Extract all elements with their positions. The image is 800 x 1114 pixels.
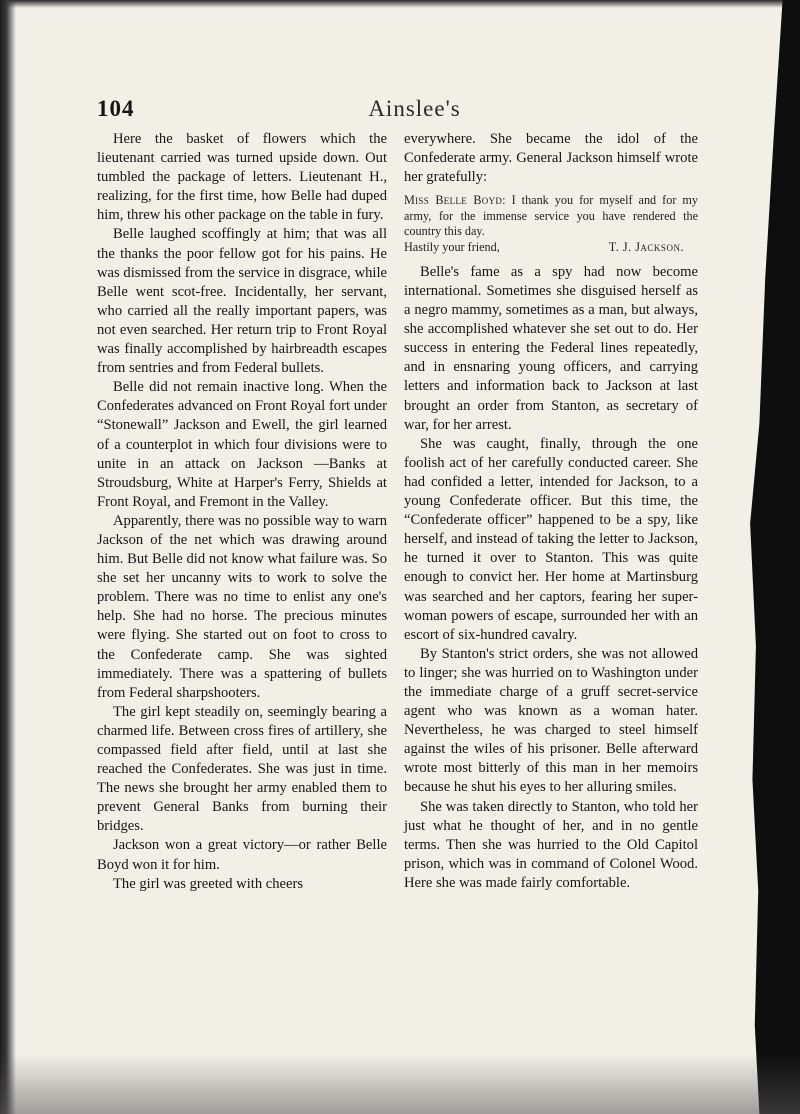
paragraph: Apparently, there was no possible way to warn Jackson of the net which was drawing around him. But Belle did not know what failure was. So she set her uncanny wits to work to solve the problem. There was no time to enlist any one's help. She had no horse. The precious minutes were flying. She started out on foot to cross to the Confederate camp. She was sighted immediately. There was a spattering of bullets from Federal sharpshooters. (97, 512, 387, 701)
scan-top-edge (0, 0, 800, 8)
paragraph: Belle did not remain inactive long. When the Confederates advanced on Front Royal fort under “Stonewall” Jackson and Ewell, the girl learned of a counterplot in which four divisions were to unite in an attack on Jackson —Banks at Stroudsburg, White at Harper's Ferry, Shields at Front Royal, and Fremont in the Valley. (97, 379, 387, 510)
quoted-letter (404, 193, 698, 255)
letter-signature-line (404, 240, 698, 255)
scan-left-edge (0, 0, 16, 1114)
paragraph: The girl kept steadily on, seemingly bearing a charmed life. Between cross fires of artillery, she compassed field after field, until at last she reached the Confederates. She was just in time. The news she brought her army enabled them to prevent General Banks from burning their bridges. (97, 703, 387, 835)
paragraph: She was taken directly to Stanton, who told her just what he thought of her, and in no gentle terms. Then she was hurried to the Old Capitol prison, which was in command of Colonel Wood. Here she was made fairly comfortable. (404, 798, 698, 891)
paragraph-continuation: everywhere. She became the idol of the Confederate army. General Jackson himself wrote her gratefully: (404, 131, 698, 186)
page-header (97, 90, 732, 130)
scan-right-edge (742, 0, 800, 1114)
paragraph: By Stanton's strict orders, she was not allowed to linger; she was hurried on to Washington under the immediate charge of a gruff secret-service agent who was known as a woman hater. Nevertheless, he was charged to steel himself against the wiles of his prisoner. Belle afterward wrote most bitterly of this man in her memoirs because he shut his eyes to her alluring smiles. (404, 645, 698, 796)
paragraph: Here the basket of flowers which the lieutenant carried was turned upside down. Out tumbled the package of letters. Lieutenant H., realizing, for the first time, how Belle had duped him, threw his other package on the table in fury. (97, 131, 387, 224)
left-column (97, 130, 387, 894)
paragraph: The girl was greeted with cheers (113, 875, 304, 892)
paragraph: Jackson won a great victory—or rather Belle Boyd won it for him. (97, 837, 387, 873)
letter-body (404, 193, 698, 239)
scan-bottom-edge (0, 1054, 800, 1114)
page-number: 104 (97, 96, 135, 121)
letter-signature: T. J. Jackson. (608, 239, 684, 254)
letter-salutation: Miss Belle Boyd (404, 193, 503, 208)
letter-text: : I thank you for myself and for my army, for the immense service you have rendered the country this day. (404, 193, 698, 239)
letter-closing: Hastily your friend, (404, 239, 500, 254)
paragraph: Belle's fame as a spy had now become international. Sometimes she disguised herself as a negro mammy, sometimes as a man, but always, she accomplished whatever she set out to do. Her success in entering the Federal lines repeatedly, and in ensnaring young officers, and carrying letters and information back to Jackson at last brought an order from Stanton, as secretary of war, for her arrest. (404, 263, 698, 433)
paragraph: She was caught, finally, through the one foolish act of her carefully conducted career. She had confided a letter, intended for Jackson, to a young Confederate officer. But this time, the “Confederate officer” happened to be a spy, like herself, and instead of taking the letter to Jackson, he turned it over to Stanton. This was quite enough to convict her. Her home at Martinsburg was searched and her captors, fearing her super-woman powers of escape, surrounded her with an escort of six-hundred cavalry. (404, 435, 698, 643)
paragraph: Belle laughed scoffingly at him; that was all the thanks the poor fellow got for his pains. He was dismissed from the service in disgrace, while Belle went scot-free. Incidentally, her servant, who carried all the really important papers, was not even searched. Her return trip to Front Royal was finally accomplished by hairbreadth escapes from sentries and from Federal bullets. (97, 226, 387, 377)
running-head: Ainslee's (368, 96, 461, 121)
right-column (404, 130, 698, 893)
